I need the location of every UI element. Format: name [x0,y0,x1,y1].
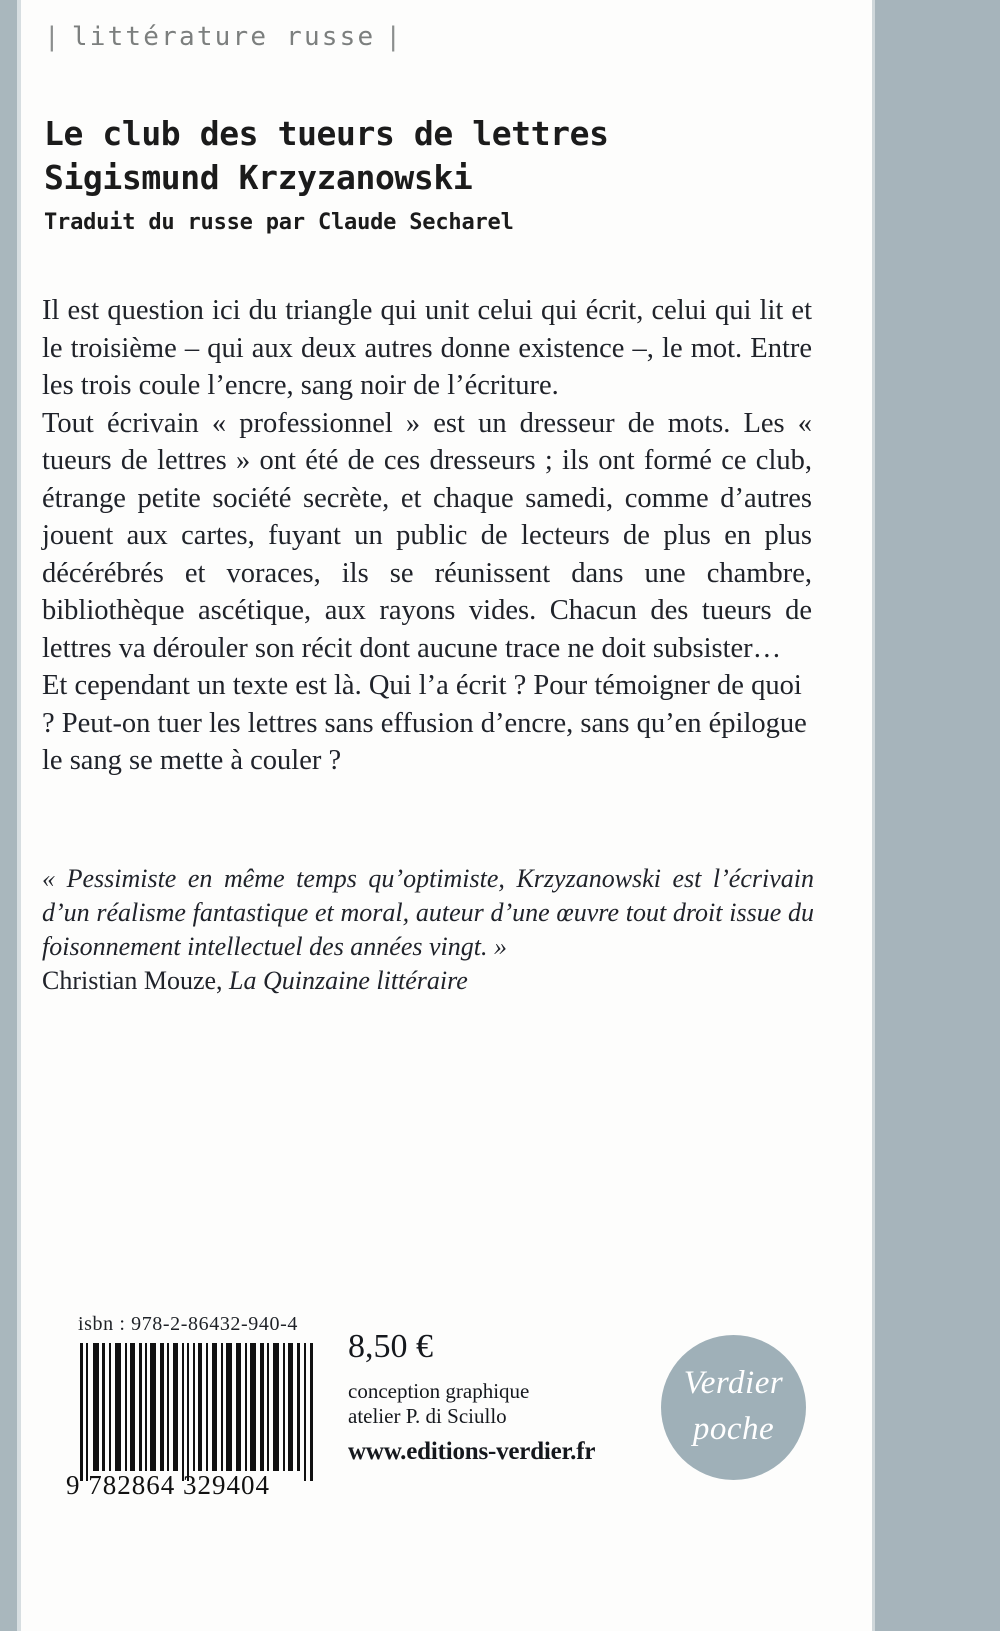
blurb-text [42,292,812,780]
press-quote-source-publication: La Quinzaine littéraire [229,966,468,995]
book-translator: Traduit du russe par Claude Secharel [44,210,514,235]
collection-header [44,22,403,52]
book-title: Le club des tueurs de lettres [44,114,609,153]
barcode-digits: 9 782864 329404 [66,1470,270,1500]
barcode-image [76,1343,324,1481]
book-author: Sigismund Krzyzanowski [44,158,473,197]
press-quote-source-author: Christian Mouze, [42,966,230,995]
blurb-paragraph-3: Et cependant un texte est là. Qui l’a écrit ? Pour témoigner de quoi ? Peut-on tuer les lettres sans effusion d’encre, sans qu’en épilogue le sang se mette à couler ? [42,670,807,776]
press-quote [42,862,814,998]
design-credit-line-2: atelier P. di Sciullo [348,1404,507,1428]
design-credit [348,1379,529,1429]
right-edge-band [875,0,1000,1631]
collection-bar-right: | [385,22,404,52]
left-edge-band [0,0,17,1631]
publisher-website: www.editions-verdier.fr [348,1438,596,1465]
isbn-label: isbn : 978-2-86432-940-4 [78,1313,298,1335]
publisher-logo-imprint: poche [692,1411,775,1447]
publisher-logo [661,1335,806,1480]
collection-label: littérature russe [71,22,376,52]
blurb-paragraph-2: Tout écrivain « professionnel » est un dresseur de mots. Les « tueurs de lettres » ont été de ces dresseurs ; ils ont formé ce club, étrange petite société secrète, et chaque samedi, comme d’autres jouent aux cartes, fuyant un public de lecteurs de plus en plus décérébrés et voraces, ils se réunissent dans une chambre, bibliothèque ascétique, aux rayons vides. Chacun des tueurs de lettres va dérouler son récit dont aucune trace ne doit subsister… [42,407,812,664]
press-quote-source [42,964,814,998]
price-label: 8,50 € [348,1328,433,1365]
press-quote-text: « Pessimiste en même temps qu’optimiste, Krzyzanowski est l’écrivain d’un réalisme fantastique et moral, auteur d’une œuvre tout droit issue du foisonnement intellectuel des années vingt. » [42,864,814,961]
publisher-logo-name: Verdier [683,1365,784,1401]
title-block [44,112,824,240]
design-credit-line-1: conception graphique [348,1379,530,1403]
blurb-paragraph-1: Il est question ici du triangle qui unit celui qui écrit, celui qui lit et le troisième – qui aux deux autres donne existence –, le mot. Entre les trois coule l’encre, sang noir de l’écriture. [42,295,812,401]
collection-bar-left: | [44,22,62,52]
